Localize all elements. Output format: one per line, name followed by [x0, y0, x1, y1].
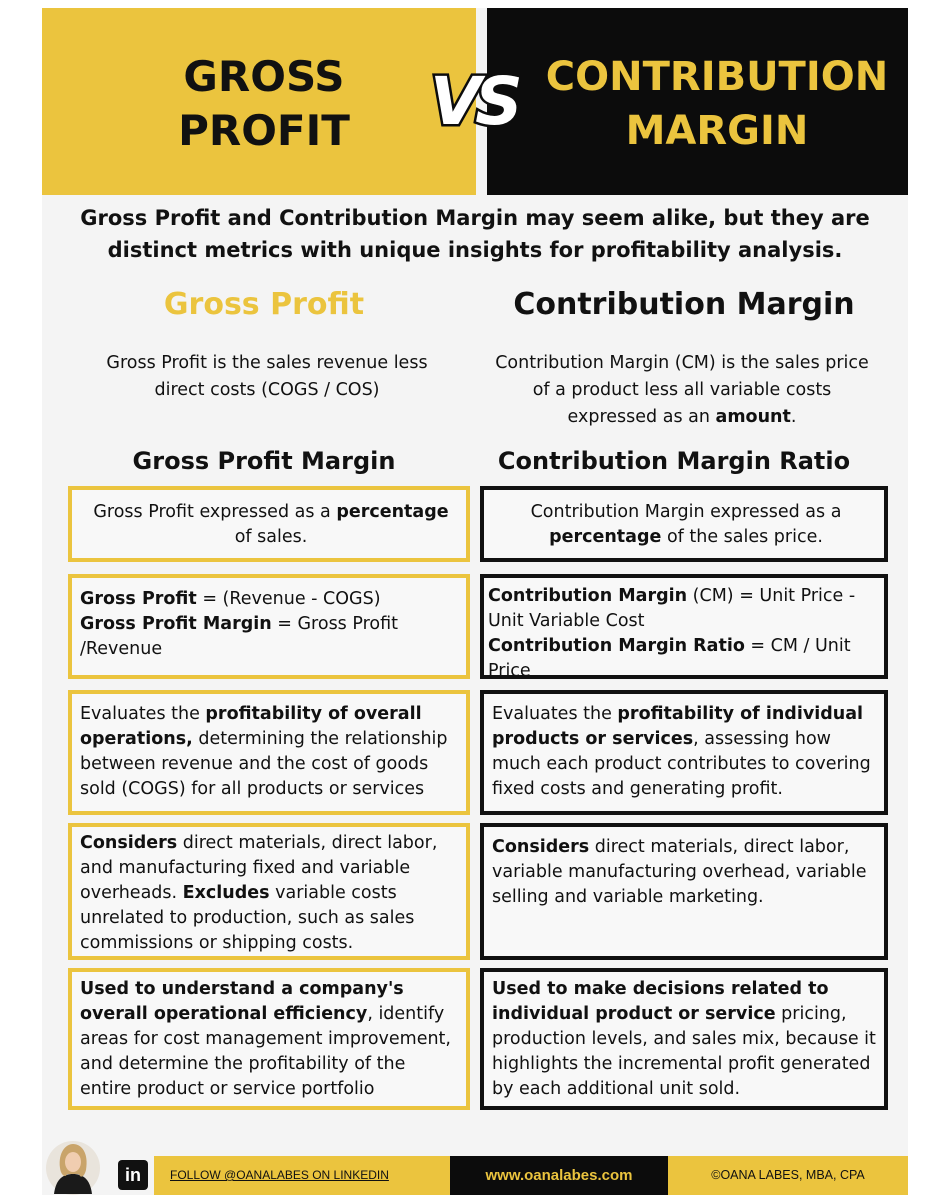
gp-percentage-box: Gross Profit expressed as a percentage of sales. [68, 486, 470, 562]
vs-text: VS [430, 63, 517, 140]
gp-formula-box [68, 574, 470, 679]
cm-ratio-formula-line: Contribution Margin Ratio = CM / Unit Price [488, 636, 851, 681]
gross-profit-margin-heading: Gross Profit Margin [132, 447, 396, 475]
cm-considers-box: Considers direct materials, direct labor, variable manufacturing overhead, variable selling and variable marketing. [480, 823, 888, 960]
gp-margin-formula-line: Gross Profit Margin = Gross Profit /Revenue [80, 614, 399, 659]
vs-badge [422, 60, 532, 140]
follow-linkedin-link[interactable]: FOLLOW @OANALABES ON LINKEDIN [170, 1168, 389, 1182]
gp-used-for-box: Used to understand a company's overall operational efficiency, identify areas for cost management improvement, and determine the profitability of the entire product or service portfolio [68, 968, 470, 1110]
cm-formula-line: Contribution Margin (CM) = Unit Price - Unit Variable Cost [488, 586, 856, 631]
contribution-margin-ratio-heading: Contribution Margin Ratio [497, 447, 851, 475]
cm-used-for-box: Used to make decisions related to individual product or service pricing, production levels, and sales mix, because it highlights the incremental profit generated by each additional unit sold. [480, 968, 888, 1110]
gp-formula-line: Gross Profit = (Revenue - COGS) [80, 589, 381, 609]
gross-profit-definition: Gross Profit is the sales revenue less direct costs (COGS / COS) [106, 353, 428, 400]
header-contribution-margin-title: CONTRIBUTION MARGIN [545, 54, 889, 154]
intro-text: Gross Profit and Contribution Margin may seem alike, but they are distinct metrics with unique insights for profitability analysis. [80, 206, 870, 262]
cm-formula-box [480, 574, 888, 679]
gp-evaluates-box: Evaluates the profitability of overall operations, determining the relationship between revenue and the cost of goods sold (COGS) for all products or services [68, 690, 470, 815]
contribution-margin-definition: Contribution Margin (CM) is the sales price of a product less all variable costs expressed as an amount. [495, 353, 869, 427]
author-avatar [46, 1134, 100, 1195]
cm-evaluates-box: Evaluates the profitability of individual products or services, assessing how much each product contributes to covering fixed costs and generating profit. [480, 690, 888, 815]
website-link[interactable]: www.oanalabes.com [485, 1167, 633, 1184]
contribution-margin-heading: Contribution Margin [513, 287, 855, 322]
gp-considers-box: Considers direct materials, direct labor, and manufacturing fixed and variable overheads. Excludes variable costs unrelated to production, such as sales commissions or shipping costs. [68, 823, 470, 960]
linkedin-icon[interactable]: in [118, 1160, 148, 1190]
infographic-page [42, 8, 908, 1195]
copyright-text: ©OANA LABES, MBA, CPA [711, 1168, 865, 1182]
gross-profit-heading: Gross Profit [163, 287, 365, 322]
header-gross-profit-title: GROSS PROFIT [178, 52, 350, 155]
cm-percentage-box: Contribution Margin expressed as a percentage of the sales price. [480, 486, 888, 562]
